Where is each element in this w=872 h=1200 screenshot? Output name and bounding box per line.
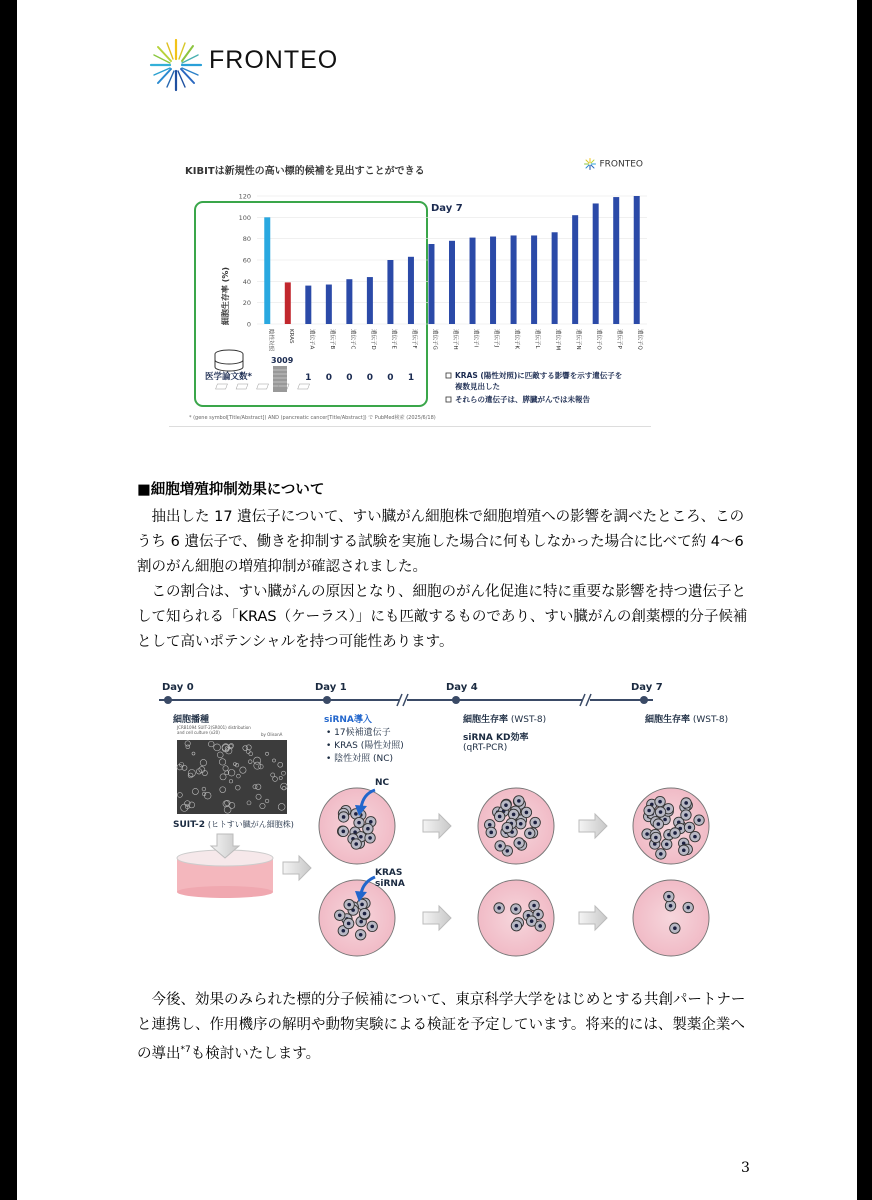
kras-sirna-label: siRNA	[375, 879, 405, 889]
cell-nucleus	[338, 913, 342, 917]
cell-nucleus	[370, 925, 374, 929]
papers-label: 医学論文数*	[205, 372, 252, 382]
x-tick-label: 遺伝子A	[308, 329, 315, 350]
cell-nucleus	[654, 836, 658, 840]
x-tick-label: 遺伝子Q	[636, 329, 643, 350]
cell-nucleus	[659, 810, 663, 814]
cell-nucleus	[659, 852, 663, 856]
cell-nucleus	[519, 822, 523, 826]
day4-viability-title: 細胞生存率	[463, 715, 509, 725]
slide-title: KIBITは新規性の高い標的候補を見出すことができる	[185, 166, 425, 177]
suit2-name: SUIT-2	[173, 820, 205, 830]
bar	[593, 203, 599, 324]
fronteo-logo	[149, 34, 389, 94]
bar	[531, 235, 537, 324]
bar	[490, 237, 496, 324]
cell-nucleus	[363, 912, 367, 916]
paper-count: 0	[366, 373, 374, 383]
cell-viability-bar-chart	[169, 148, 651, 426]
x-tick-label: 遺伝子L	[534, 329, 541, 349]
cell-nucleus	[645, 832, 649, 836]
papers-kras-count: 3009	[271, 356, 294, 365]
bar	[367, 277, 373, 324]
cell-nucleus	[647, 809, 651, 813]
micrograph-credit: by OlisonA	[261, 732, 283, 737]
x-tick-label: 遺伝子G	[431, 329, 438, 350]
cell-nucleus	[341, 830, 345, 834]
cell-nucleus	[357, 821, 361, 825]
sirna-item-1: • 17候補遺伝子	[326, 728, 391, 738]
cell-nucleus	[530, 919, 534, 923]
cell-nucleus	[532, 904, 536, 908]
cell-nucleus	[369, 820, 373, 824]
cell-nucleus	[515, 924, 519, 928]
cell-nucleus	[686, 906, 690, 910]
cell-nucleus	[342, 815, 346, 819]
y-tick-label: 60	[242, 256, 251, 265]
sirna-item-3-text: 陰性対照 (NC)	[334, 754, 394, 764]
checkbox-icon	[446, 397, 451, 402]
right-arrow-icon	[283, 856, 311, 880]
y-tick-label: 20	[242, 299, 251, 308]
cell-nucleus	[673, 831, 677, 835]
footnote-ref: *7	[180, 1045, 191, 1055]
section-heading: ■細胞増殖抑制効果について	[137, 482, 325, 498]
cell-nucleus	[682, 848, 686, 852]
cell-nucleus	[512, 813, 516, 817]
suit2-label	[173, 819, 294, 830]
kras-label: KRAS	[375, 868, 403, 878]
cell-nucleus	[497, 906, 501, 910]
x-tick-label: 遺伝子O	[595, 329, 602, 350]
cell-nucleus	[697, 818, 701, 822]
kd-method: (qRT-PCR)	[463, 743, 508, 753]
bar	[387, 260, 393, 324]
closing-text	[137, 988, 757, 1067]
cell-nucleus	[359, 920, 363, 924]
day7-viability-title: 細胞生存率	[645, 715, 691, 725]
bar	[572, 215, 578, 324]
cell-nucleus	[525, 811, 529, 815]
day4-viability	[463, 712, 546, 725]
cell-nucleus	[663, 818, 667, 822]
seeding-label: 細胞播種	[173, 715, 210, 725]
cell-nucleus	[488, 823, 492, 827]
cell-nucleus	[536, 913, 540, 917]
y-tick-label: 120	[238, 192, 251, 201]
note-2: それらの遺伝子は、膵臓がんでは未報告	[455, 395, 590, 404]
closing-tail: も検討いたします。	[190, 1045, 321, 1062]
micrograph-caption: JCRB1094 SUIT-2(SR001) distribution and cell culture (x20)	[177, 725, 251, 735]
day0-label: Day 0	[162, 682, 194, 693]
cell-nucleus	[514, 907, 518, 911]
bar	[408, 257, 414, 324]
x-tick-label: 遺伝子N	[575, 329, 582, 350]
kd-title: siRNA KD効率	[463, 733, 529, 743]
paper-icon	[298, 384, 310, 389]
cell-nucleus	[360, 903, 364, 907]
cell-nucleus	[359, 933, 363, 937]
x-tick-label: 陰性対照	[267, 329, 274, 352]
paper-count: 1	[407, 373, 415, 383]
cell-nucleus	[489, 831, 493, 835]
paper-count: 0	[346, 373, 353, 383]
cell-nucleus	[533, 821, 537, 825]
right-arrow-icon	[423, 814, 451, 838]
note-1b: 複数見出した	[455, 382, 500, 391]
culture-dish	[633, 788, 709, 864]
paper-db-icon	[215, 350, 243, 371]
bar	[613, 197, 619, 324]
x-tick-label: 遺伝子E	[390, 329, 397, 349]
bar	[326, 285, 332, 324]
bar	[305, 286, 311, 324]
cell-nucleus	[528, 831, 532, 835]
x-tick-label: 遺伝子B	[328, 329, 335, 350]
cell-nucleus	[667, 895, 671, 899]
cell-nucleus	[673, 926, 677, 930]
y-tick-label: 80	[242, 235, 251, 244]
x-tick-label: 遺伝子I	[472, 329, 479, 348]
timeline-dot	[452, 696, 460, 704]
paper-icon	[236, 384, 248, 389]
section-paragraph-1: 抽出した 17 遺伝子について、すい臓がん細胞株で細胞増殖への影響を調べたところ、このうち 6 遺伝子で、働きを抑制する試験を実施した場合に何もしなかった場合に比べて約 4～6 割のがん細胞の増殖抑制が確認されました。	[137, 509, 745, 575]
cell-nucleus	[498, 815, 502, 819]
day7-viability	[645, 712, 728, 725]
cell-nucleus	[354, 812, 358, 816]
day7-viability-method: (WST-8)	[692, 715, 729, 725]
x-tick-label: 遺伝子K	[513, 329, 520, 350]
sirna-item-2: • KRAS (陽性対照)	[326, 741, 404, 751]
day4-label: Day 4	[446, 682, 478, 693]
paper-count: 0	[387, 373, 394, 383]
cell-nucleus	[342, 929, 346, 933]
slide-footnote: * (gene symbol[Title/Abstract]) AND (pancreatic cancer[Title/Abstract]) で PubMed検索 (2025/6/18)	[189, 415, 436, 421]
y-tick-label: 40	[242, 277, 251, 286]
paper-count: 1	[305, 373, 312, 383]
bar	[470, 238, 476, 324]
cell-nucleus	[684, 801, 688, 805]
x-tick-label: 遺伝子F	[410, 329, 417, 349]
nc-label: NC	[375, 778, 390, 788]
y-axis-label: 細胞生存率 (%)	[221, 266, 230, 326]
cell-nucleus	[498, 844, 502, 848]
bar	[449, 241, 455, 324]
sirna-item-1-text: 17候補遺伝子	[334, 728, 391, 738]
cell-nucleus	[517, 841, 521, 845]
sirna-title: siRNA導入	[324, 715, 372, 725]
closing-paragraph	[137, 988, 757, 1067]
brand-name: FRONTEO	[209, 46, 339, 74]
bar	[285, 282, 291, 324]
page-number: 3	[741, 1160, 750, 1176]
bar	[634, 196, 640, 324]
starburst-icon	[149, 38, 203, 92]
y-tick-label: 100	[238, 213, 251, 222]
paper-count: 0	[325, 373, 332, 383]
right-arrow-icon	[423, 906, 451, 930]
experiment-timeline	[143, 672, 743, 972]
paper-stack-icon	[273, 366, 287, 392]
cell-nucleus	[359, 835, 363, 839]
bar	[511, 235, 517, 324]
cell-nucleus	[354, 842, 358, 846]
x-tick-label: 遺伝子H	[452, 329, 458, 350]
y-tick-label: 0	[246, 320, 251, 329]
cell-nucleus	[667, 807, 671, 811]
cell-nucleus	[504, 803, 508, 807]
proliferation-section	[137, 478, 757, 655]
cell-nucleus	[693, 835, 697, 839]
cell-nucleus	[506, 849, 510, 853]
cell-nucleus	[657, 822, 661, 826]
x-tick-label: 遺伝子P	[616, 329, 623, 349]
cell-nucleus	[658, 800, 662, 804]
sirna-item-2-text: KRAS (陽性対照)	[334, 741, 404, 751]
timeline-dot	[323, 696, 331, 704]
cell-nucleus	[669, 904, 673, 908]
paper-icon	[257, 384, 269, 389]
cell-nucleus	[366, 827, 370, 831]
closing-main: 今後、効果のみられた標的分子候補について、東京科学大学をはじめとする共創パートナーと連携し、作用機序の解明や動物実験による検証を予定しています。将来的には、製薬企業への導出	[137, 992, 746, 1062]
x-tick-label: 遺伝子J	[493, 329, 500, 348]
x-tick-label: KRAS	[287, 329, 294, 344]
timeline-dot	[164, 696, 172, 704]
day4-viability-method: (WST-8)	[510, 715, 547, 725]
right-arrow-icon	[579, 906, 607, 930]
bar	[264, 217, 270, 324]
day7-label: Day 7	[431, 203, 463, 214]
cell-nucleus	[665, 842, 669, 846]
cell-nucleus	[505, 826, 509, 830]
day1-label: Day 1	[315, 682, 347, 693]
checkbox-icon	[446, 373, 451, 378]
kibit-slide	[169, 148, 651, 427]
cell-nucleus	[517, 799, 521, 803]
bar	[428, 244, 434, 324]
day7-label: Day 7	[631, 682, 663, 693]
document-page	[17, 0, 857, 1200]
right-arrow-icon	[579, 814, 607, 838]
bar	[552, 232, 558, 324]
chart-marks	[239, 193, 647, 352]
note-1a: KRAS (陽性対照)に匹敵する影響を示す遺伝子を	[455, 371, 623, 380]
bar	[346, 279, 352, 324]
paper-icon	[216, 384, 228, 389]
cell-nucleus	[347, 922, 351, 926]
timeline-dot	[640, 696, 648, 704]
x-tick-label: 遺伝子M	[554, 329, 561, 351]
cell-nucleus	[368, 836, 372, 840]
sirna-item-3: • 陰性対照 (NC)	[326, 754, 394, 764]
cell-nucleus	[684, 813, 688, 817]
suit2-desc: (ヒトすい臓がん細胞株)	[207, 820, 294, 829]
section-paragraph-2: この割合は、すい臓がんの原因となり、細胞のがん化促進に特に重要な影響を持つ遺伝子として知られる「KRAS（ケーラス）」にも匹敵するものであり、すい臓がんの創薬標的分子候補として高いポテンシャルを持つ可能性あります。	[137, 584, 748, 650]
slide-logo-text: FRONTEO	[599, 159, 643, 170]
cell-nucleus	[688, 826, 692, 830]
x-tick-label: 遺伝子D	[369, 329, 376, 350]
x-tick-label: 遺伝子C	[349, 329, 356, 350]
cell-nucleus	[347, 903, 351, 907]
cell-nucleus	[538, 924, 542, 928]
